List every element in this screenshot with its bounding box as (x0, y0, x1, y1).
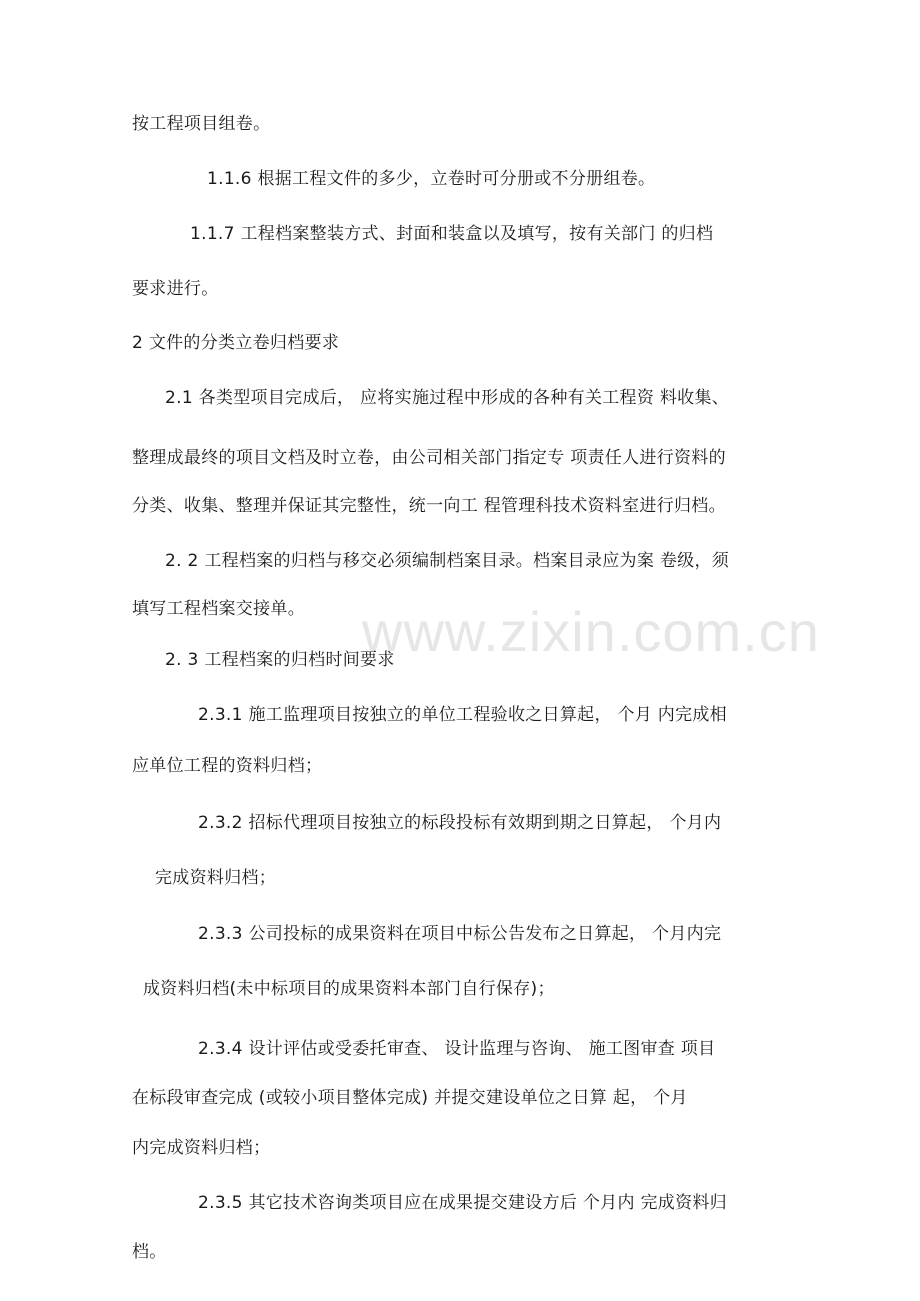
text-line: 2.3.3 公司投标的成果资料在项目中标公告发布之日算起， 个月内完 (198, 924, 722, 944)
text-line: 1.1.6 根据工程文件的多少，立卷时可分册或不分册组卷。 (207, 169, 656, 189)
text-line: 按工程项目组卷。 (132, 114, 271, 134)
text-line: 2.1 各类型项目完成后， 应将实施过程中形成的各种有关工程资 料收集、 (165, 388, 730, 408)
text-line: 在标段审查完成 (或较小项目整体完成) 并提交建设单位之日算 起， 个月 (132, 1088, 688, 1108)
text-line: 内完成资料归档； (132, 1138, 271, 1158)
text-line: 2. 2 工程档案的归档与移交必须编制档案目录。档案目录应为案 卷级，须 (165, 551, 730, 571)
text-line: 2.3.1 施工监理项目按独立的单位工程验收之日算起， 个月 内完成相 (198, 705, 727, 725)
watermark: www.zixin.com.cn (362, 600, 820, 663)
text-line: 档。 (132, 1242, 167, 1262)
section-heading: 2 文件的分类立卷归档要求 (132, 333, 340, 353)
subsection-heading: 2. 3 工程档案的归档时间要求 (165, 650, 395, 670)
text-line: 整理成最终的项目文档及时立卷，由公司相关部门指定专 项责任人进行资料的 (132, 448, 726, 468)
text-line: 分类、收集、整理并保证其完整性，统一向工 程管理科技术资料室进行归档。 (132, 496, 726, 516)
text-line: 完成资料归档； (155, 868, 277, 888)
text-line: 2.3.2 招标代理项目按独立的标段投标有效期到期之日算起， 个月内 (198, 813, 722, 833)
text-line: 2.3.4 设计评估或受委托审查、 设计监理与咨询、 施工图审查 项目 (198, 1039, 716, 1059)
text-line: 2.3.5 其它技术咨询类项目应在成果提交建设方后 个月内 完成资料归 (198, 1193, 727, 1213)
text-line: 1.1.7 工程档案整装方式、封面和装盒以及填写，按有关部门 的归档 (190, 224, 714, 244)
text-line: 成资料归档(未中标项目的成果资料本部门自行保存)； (143, 979, 555, 999)
text-line: 应单位工程的资料归档； (132, 756, 323, 776)
text-line: 填写工程档案交接单。 (132, 599, 305, 619)
text-line: 要求进行。 (132, 279, 219, 299)
